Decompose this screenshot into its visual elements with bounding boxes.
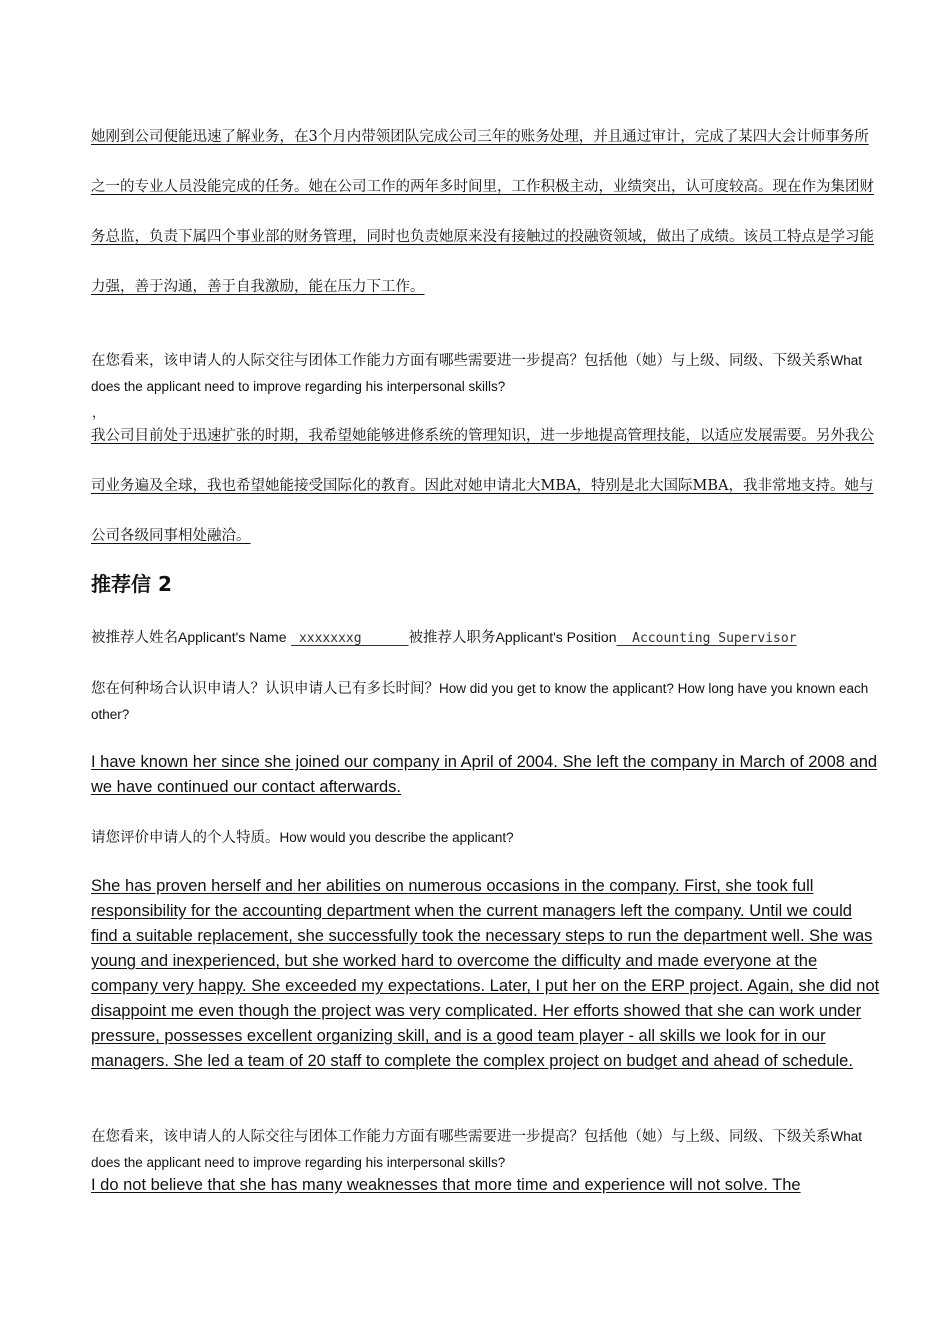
know-answer: I have known her since she joined our company in April of 2004. She left the company in March of 2008 and we have continued our contact afterwards.	[91, 753, 878, 796]
describe-answer: She has proven herself and her abilities on numerous occasions in the company. First, she took full responsibility for the accounting department when the current managers left the company. Until we could find a suitable replacement, she successfully took the necessary steps to run the department well. She was young and inexperienced, but she worked hard to overcome the difficulty and made everyone at the company very happy. She exceeded my expectations. Later, I put her on the ERP project. Again, she did not disappoint me even though the project was very complicated. Her efforts showed that she can work under pressure, possesses excellent organizing skill, and is a good team player - all skills we look for in our managers. She led a team of 20 staff to complete the complex project on budget and ahead of schedule.	[91, 877, 880, 1070]
improve-question	[91, 1124, 881, 1176]
position-label-en: Applicant's Position	[495, 629, 617, 645]
describe-question-zh: 请您评价申请人的个人特质。	[91, 830, 280, 846]
name-label-en: Applicant's Name	[178, 629, 287, 645]
describe-question-en: How would you describe the applicant?	[279, 830, 514, 845]
describe-question	[91, 825, 881, 851]
know-question-zh: 您在何种场合认识申请人？认识申请人已有多长时间？	[91, 681, 439, 697]
improve-question-zh: 在您看来，该申请人的人际交往与团体工作能力方面有哪些需要进一步提高？包括他（她）与上级、同级、下级关系	[91, 1129, 831, 1145]
name-label-zh: 被推荐人姓名	[91, 630, 178, 646]
applicant-name-value: xxxxxxxg	[298, 631, 362, 646]
improve-answer: I do not believe that she has many weaknesses that more time and experience will not solve. The	[91, 1176, 801, 1194]
stray-comma: ，	[92, 406, 106, 421]
applicant-info-row	[91, 626, 797, 647]
question-en: What does the applicant need to improve regarding his interpersonal skills?	[91, 353, 863, 394]
section-heading: 推荐信 2	[91, 572, 172, 596]
applicant-position-value: Accounting Supervisor	[632, 631, 797, 646]
accomplishment-paragraph: 她刚到公司便能迅速了解业务，在3个月内带领团队完成公司三年的账务处理，并且通过审计，完成了某四大会计师事务所之一的专业人员没能完成的任务。她在公司工作的两年多时间里，工作积极主动，业绩突出，认可度较高。现在作为集团财务总监，负责下属四个事业部的财务管理，同时也负责她原来没有接触过的投融资领域，做出了成绩。该员工特点是学习能力强，善于沟通，善于自我激励，能在压力下工作。	[91, 129, 874, 295]
improvement-paragraph: 我公司目前处于迅速扩张的时期，我希望她能够进修系统的管理知识，进一步地提高管理技能，以适应发展需要。另外我公司业务遍及全球，我也希望她能接受国际化的教育。因此对她申请北大MBA，特别是北大国际MBA，我非常地支持。她与公司各级同事相处融洽。	[91, 428, 874, 544]
know-question-en: How did you get to know the applicant? How long have you known each other?	[91, 681, 869, 722]
know-question	[91, 676, 881, 728]
position-label-zh: 被推荐人职务	[408, 630, 496, 646]
question-zh: 在您看来，该申请人的人际交往与团体工作能力方面有哪些需要进一步提高？包括他（她）与上级、同级、下级关系	[91, 353, 831, 369]
interpersonal-question	[91, 348, 881, 400]
improve-question-en: What does the applicant need to improve regarding his interpersonal skills?	[91, 1129, 863, 1170]
